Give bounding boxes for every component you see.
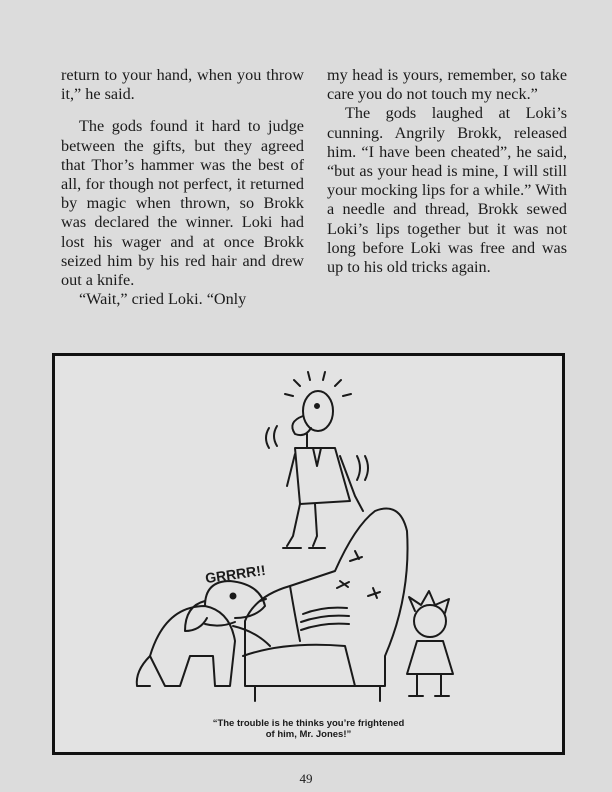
page-number: 49 xyxy=(299,771,313,786)
cartoon-drawing xyxy=(55,356,562,752)
right-text-column xyxy=(327,66,567,277)
left-text-column xyxy=(61,66,304,309)
frightened-man xyxy=(266,372,368,548)
growl-sound-effect: GRRRR!! xyxy=(204,561,267,587)
little-girl xyxy=(407,591,453,696)
cartoon-caption: “The trouble is he thinks you’re frightened of him, Mr. Jones!” xyxy=(212,718,405,740)
paragraph: The gods laughed at Loki’s cunning. Angrily Brokk, released him. “I have been cheated”, he said, “but as your head is mine, I will still your mocking lips for a while.” With a needle and thread, Brokk sewed Loki’s lips together but it was not long before Loki was free and was up to his old tricks again. xyxy=(327,104,567,277)
paragraph: “Wait,” cried Loki. “Only xyxy=(79,290,247,309)
armchair xyxy=(245,509,408,687)
cartoon-illustration xyxy=(52,353,565,755)
paragraph: my head is yours, remember, so take care you do not touch my neck.” xyxy=(327,66,567,104)
growling-dog xyxy=(137,581,270,686)
paragraph: The gods found it hard to judge between the gifts, but they agreed that Thor’s hammer was the best of all, for though not perfect, it returned by magic when thrown, so Brokk was declared the winner. Loki had lost his wager and at once Brokk seized him by his red hair and drew out a knife. xyxy=(61,117,304,290)
paragraph: return to your hand, when you throw it,” he said. xyxy=(61,66,304,104)
